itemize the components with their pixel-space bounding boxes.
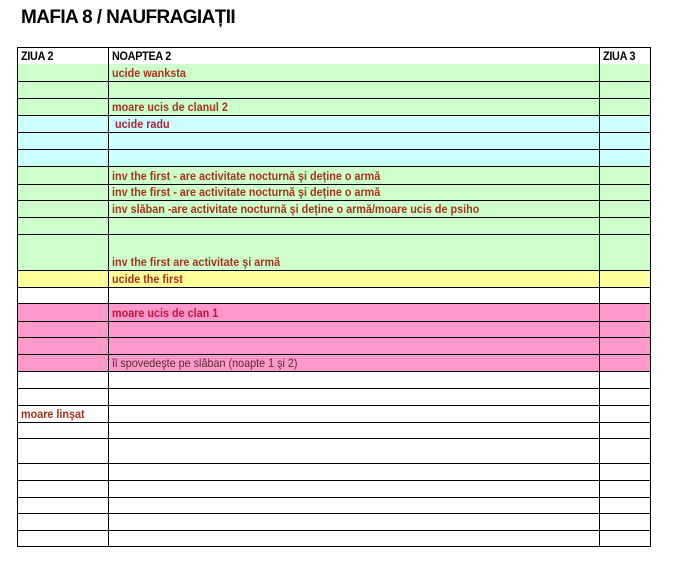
day-2-cell[interactable]	[18, 288, 109, 303]
cell-text: inv the first are activitate şi armă	[112, 255, 281, 269]
day-2-cell[interactable]	[18, 322, 109, 337]
day-3-cell[interactable]	[600, 185, 650, 200]
table-row	[18, 321, 650, 337]
day-3-cell[interactable]	[600, 201, 650, 217]
table-header-row	[18, 48, 650, 64]
night-2-cell[interactable]	[109, 338, 600, 354]
night-2-cell[interactable]	[109, 531, 600, 546]
night-2-cell[interactable]	[109, 372, 600, 388]
day-2-cell[interactable]	[18, 338, 109, 354]
day-3-cell[interactable]	[600, 322, 650, 337]
night-2-cell[interactable]	[109, 304, 600, 321]
day-2-cell[interactable]	[18, 439, 109, 463]
day-3-cell[interactable]	[600, 271, 650, 287]
cell-text: îl spovedeşte pe slăban (noapte 1 şi 2)	[112, 356, 298, 370]
night-2-cell[interactable]	[109, 150, 600, 166]
table-row	[18, 234, 650, 270]
night-2-cell[interactable]	[109, 64, 600, 81]
day-3-cell[interactable]	[600, 498, 650, 513]
day-2-cell[interactable]	[18, 531, 109, 546]
day-2-cell[interactable]	[18, 185, 109, 200]
night-2-cell[interactable]	[109, 481, 600, 497]
day-2-cell[interactable]	[18, 271, 109, 287]
night-2-cell[interactable]	[109, 218, 600, 234]
night-2-cell[interactable]	[109, 201, 600, 217]
table-row	[18, 287, 650, 303]
day-2-cell[interactable]	[18, 423, 109, 438]
table-row	[18, 149, 650, 166]
day-2-cell[interactable]	[18, 389, 109, 405]
page-title: MAFIA 8 / NAUFRAGIAȚII	[21, 7, 236, 28]
header-day-3[interactable]: ZIUA 3	[603, 49, 636, 63]
day-3-cell[interactable]	[600, 116, 650, 132]
night-2-cell[interactable]	[109, 514, 600, 530]
table-row	[18, 98, 650, 115]
day-2-cell[interactable]	[18, 116, 109, 132]
night-2-cell[interactable]	[109, 389, 600, 405]
day-2-cell[interactable]	[18, 514, 109, 530]
day-3-cell[interactable]	[600, 372, 650, 388]
table-row	[18, 438, 650, 463]
cell-text: ucide the first	[112, 272, 183, 286]
day-2-cell[interactable]	[18, 372, 109, 388]
night-2-cell[interactable]	[109, 133, 600, 149]
table-row	[18, 217, 650, 234]
night-2-cell[interactable]	[109, 185, 600, 200]
game-log-table	[17, 47, 651, 547]
night-2-cell[interactable]	[109, 99, 600, 115]
cell-text: inv the first - are activitate nocturnă şi deține o armă	[112, 169, 381, 183]
table-row	[18, 530, 650, 546]
day-2-cell[interactable]	[18, 150, 109, 166]
night-2-cell[interactable]	[109, 167, 600, 184]
day-3-cell[interactable]	[600, 439, 650, 463]
day-2-cell[interactable]	[18, 99, 109, 115]
day-2-cell[interactable]	[18, 167, 109, 184]
night-2-cell[interactable]	[109, 322, 600, 337]
day-3-cell[interactable]	[600, 99, 650, 115]
night-2-cell[interactable]	[109, 82, 600, 98]
day-2-cell[interactable]	[18, 464, 109, 480]
day-3-cell[interactable]	[600, 167, 650, 184]
cell-text: moare ucis de clan 1	[112, 306, 219, 320]
night-2-cell[interactable]	[109, 498, 600, 513]
cell-text: inv slăban -are activitate nocturnă şi deține o armă/moare ucis de psiho	[112, 202, 480, 216]
night-2-cell[interactable]	[109, 288, 600, 303]
night-2-cell[interactable]	[109, 423, 600, 438]
day-3-cell[interactable]	[600, 218, 650, 234]
day-3-cell[interactable]	[600, 150, 650, 166]
table-row	[18, 166, 650, 184]
night-2-cell[interactable]	[109, 116, 600, 132]
day-3-cell[interactable]	[600, 304, 650, 321]
day-3-cell[interactable]	[600, 481, 650, 497]
day-2-cell[interactable]	[18, 406, 109, 422]
night-2-cell[interactable]	[109, 464, 600, 480]
table-row	[18, 422, 650, 438]
day-3-cell[interactable]	[600, 355, 650, 371]
table-row	[18, 463, 650, 480]
cell-text: moare linşat	[21, 407, 85, 421]
night-2-cell[interactable]	[109, 406, 600, 422]
cell-text: ucide radu	[112, 117, 170, 131]
table-row	[18, 115, 650, 132]
day-2-cell[interactable]	[18, 481, 109, 497]
cell-text: ucide wanksta	[112, 66, 186, 80]
header-night-2[interactable]: NOAPTEA 2	[109, 48, 600, 64]
day-2-cell[interactable]	[18, 82, 109, 98]
table-row	[18, 513, 650, 530]
table-row	[18, 405, 650, 422]
day-3-cell[interactable]	[600, 235, 650, 270]
night-2-cell[interactable]	[109, 439, 600, 463]
day-3-cell[interactable]	[600, 389, 650, 405]
table-row	[18, 64, 650, 81]
table-row	[18, 497, 650, 513]
day-2-cell[interactable]	[18, 64, 109, 81]
table-row	[18, 337, 650, 354]
day-3-cell[interactable]	[600, 464, 650, 480]
table-row	[18, 270, 650, 287]
day-2-cell[interactable]	[18, 355, 109, 371]
table-row	[18, 354, 650, 371]
day-2-cell[interactable]	[18, 201, 109, 217]
table-body	[18, 64, 650, 546]
table-row	[18, 371, 650, 388]
table-row	[18, 480, 650, 497]
day-3-cell[interactable]	[600, 64, 650, 81]
day-2-cell[interactable]	[18, 498, 109, 513]
table-row	[18, 303, 650, 321]
cell-text: moare ucis de clanul 2	[112, 100, 228, 114]
night-2-cell[interactable]	[109, 355, 600, 371]
cell-text: inv the first - are activitate nocturnă şi deține o armă	[112, 185, 381, 199]
day-3-cell[interactable]	[600, 423, 650, 438]
table-row	[18, 388, 650, 405]
header-day-2[interactable]: ZIUA 2	[18, 48, 109, 64]
day-2-cell[interactable]	[18, 235, 109, 270]
day-3-cell[interactable]	[600, 133, 650, 149]
table-row	[18, 200, 650, 217]
day-3-cell[interactable]	[600, 338, 650, 354]
table-row	[18, 184, 650, 200]
day-2-cell[interactable]	[18, 218, 109, 234]
day-3-cell[interactable]	[600, 514, 650, 530]
day-3-cell[interactable]	[600, 82, 650, 98]
table-row	[18, 132, 650, 149]
night-2-cell[interactable]	[109, 235, 600, 270]
day-3-cell[interactable]	[600, 288, 650, 303]
day-3-cell[interactable]	[600, 531, 650, 546]
day-2-cell[interactable]	[18, 133, 109, 149]
day-2-cell[interactable]	[18, 304, 109, 321]
night-2-cell[interactable]	[109, 271, 600, 287]
day-3-cell[interactable]	[600, 406, 650, 422]
table-row	[18, 81, 650, 98]
